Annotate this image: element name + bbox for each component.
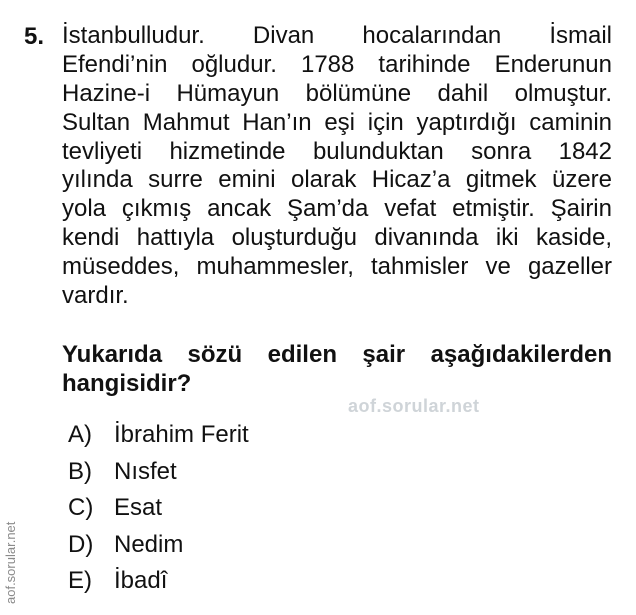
side-watermark: aof.sorular.net bbox=[3, 521, 18, 604]
option-text: Esat bbox=[114, 494, 163, 521]
option-text: Nısfet bbox=[114, 457, 177, 485]
watermark: aof.sorular.net bbox=[348, 396, 480, 416]
question-line: Sultan Mahmut Han’ın eşi için yaptırdığı caminin bbox=[62, 108, 612, 136]
question-line: tevliyeti hizmetinde bulunduktan sonra 1842 bbox=[62, 137, 612, 165]
question-line: yılında surre emini olarak Hicaz’a gitmek üzere bbox=[62, 166, 612, 194]
question-line: kendi hattıyla oluşturduğu divanında iki kaside, bbox=[62, 224, 612, 252]
option-text: İbadî bbox=[114, 567, 168, 594]
option-d[interactable] bbox=[68, 528, 249, 565]
question-number: 5. bbox=[24, 23, 45, 50]
question-line: Efendi’nin oğludur. 1788 tarihinde Enderunun bbox=[62, 50, 612, 78]
prompt-line: hangisidir? bbox=[62, 370, 192, 397]
option-letter: D) bbox=[68, 530, 94, 558]
question-line: müseddes, muhammesler, tahmisler ve gazeller bbox=[62, 253, 612, 281]
option-letter: B) bbox=[68, 457, 92, 485]
option-text: Nedim bbox=[114, 530, 184, 558]
option-letter: E) bbox=[68, 567, 92, 594]
question-prompt bbox=[62, 340, 612, 398]
option-e[interactable] bbox=[68, 564, 249, 601]
question-line: vardır. bbox=[62, 282, 129, 310]
question-line: Hazine-i Hümayun bölümüne dahil olmuştur. bbox=[62, 79, 612, 107]
option-c[interactable] bbox=[68, 491, 249, 528]
answer-options bbox=[68, 418, 249, 601]
option-text: İbrahim Ferit bbox=[114, 421, 249, 448]
question-text bbox=[62, 22, 612, 311]
question-line: yola çıkmış ancak Şam’da vefat etmiştir. Şairin bbox=[62, 195, 612, 223]
prompt-line: Yukarıda sözü edilen şair aşağıdakilerden bbox=[62, 341, 612, 368]
option-a[interactable] bbox=[68, 418, 249, 455]
option-letter: C) bbox=[68, 494, 94, 521]
question-line: İstanbulludur. Divan hocalarından İsmail bbox=[62, 22, 612, 49]
option-letter: A) bbox=[68, 421, 92, 448]
option-b[interactable] bbox=[68, 455, 249, 492]
